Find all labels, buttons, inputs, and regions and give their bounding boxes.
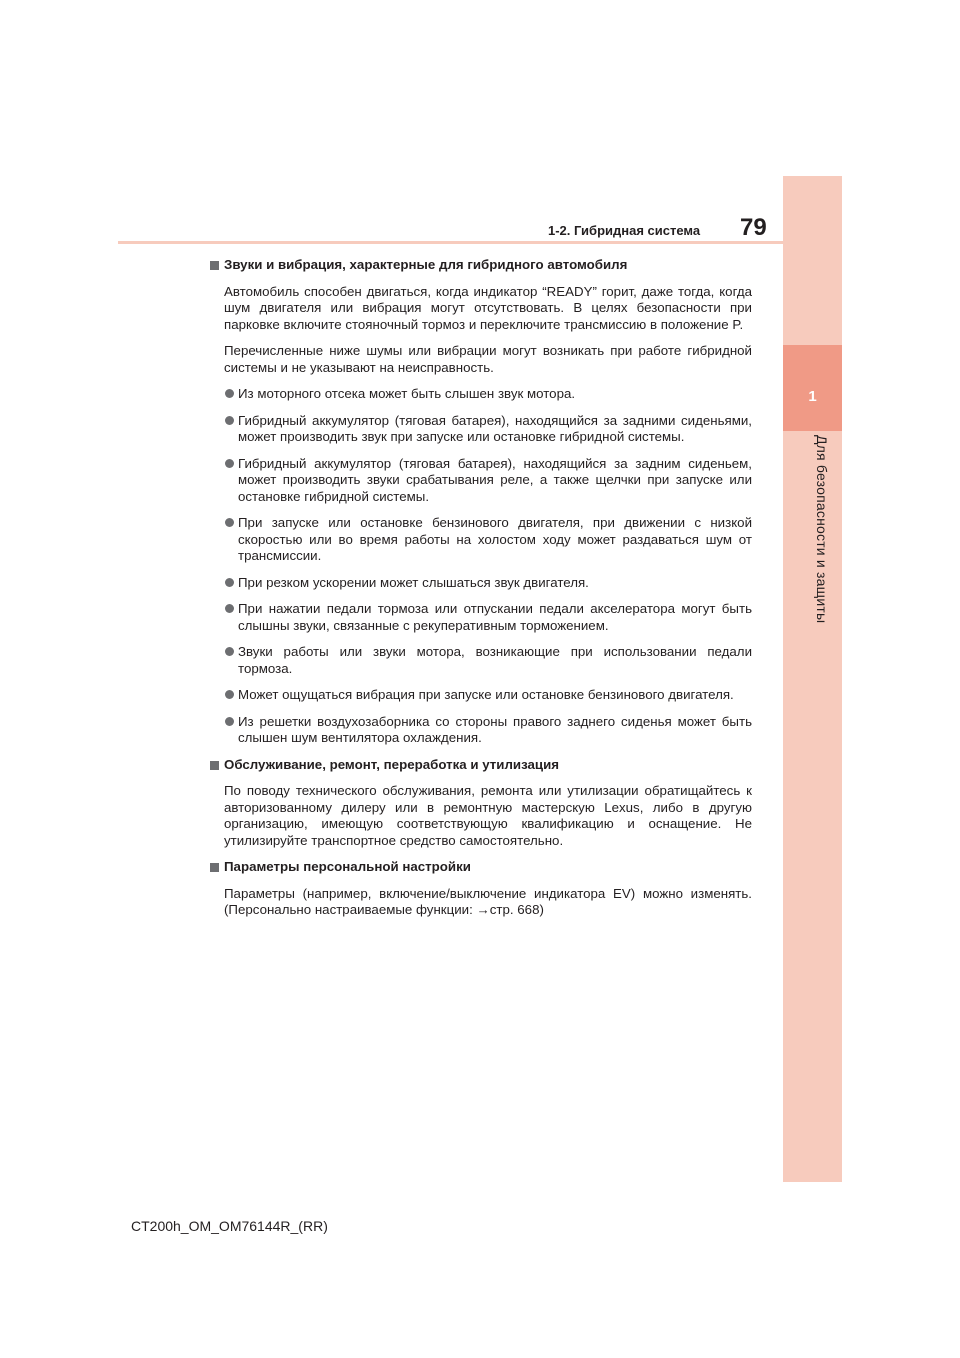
list-item: Гибридный аккумулятор (тяговая батарея), находящийся за задними сиденьями, может производить звук при запуске или остановке гибридной системы.: [210, 413, 752, 446]
list-item: Звуки работы или звуки мотора, возникающие при использовании педали тормоза.: [210, 644, 752, 677]
section-heading: Обслуживание, ремонт, переработка и утилизация: [210, 757, 752, 774]
circle-bullet-icon: [225, 459, 234, 468]
circle-bullet-icon: [225, 416, 234, 425]
circle-bullet-icon: [225, 647, 234, 656]
section-title: 1-2. Гибридная система: [548, 223, 701, 238]
paragraph: По поводу технического обслуживания, ремонта или утилизации обратищайтесь к авторизованному дилеру или в ремонтную мастерскую Lexus, либо в другую организацию, имеющую соответствующую квалификацию и оснащение. Не утилизируйте транспортное средство самостоятельно.: [224, 783, 752, 848]
paragraph: Параметры (например, включение/выключение индикатора EV) можно изменять. (Персонально настраиваемые функции: →стр. 668): [224, 885, 752, 917]
header-divider: [118, 241, 783, 244]
circle-bullet-icon: [225, 518, 234, 527]
section-heading: Параметры персональной настройки: [210, 859, 752, 876]
paragraph: Перечисленные ниже шумы или вибрации могут возникать при работе гибридной системы и не указывают на неисправность.: [224, 343, 752, 375]
square-bullet-icon: [210, 761, 219, 770]
list-item: Из моторного отсека может быть слышен звук мотора.: [210, 386, 752, 403]
chapter-title: Для безопасности и защиты: [814, 435, 830, 624]
list-item: Гибридный аккумулятор (тяговая батарея), находящийся за задним сиденьем, может производить звуки срабатывания реле, а также щелчки при запуске или остановке гибридной системы.: [210, 456, 752, 506]
document-code: CT200h_OM_OM76144R_(RR): [131, 1218, 328, 1234]
list-item: При нажатии педали тормоза или отпускании педали акселератора могут быть слышны звуки, связанные с рекуперативным торможением.: [210, 601, 752, 634]
list-item: Может ощущаться вибрация при запуске или остановке бензинового двигателя.: [210, 687, 752, 704]
paragraph: Автомобиль способен двигаться, когда индикатор “READY” горит, даже тогда, когда шум двигателя или вибрация могут отсутствовать. В целях безопасности при парковке включите стояночный тормоз и переключите трансмиссию в положение P.: [224, 283, 752, 332]
list-item: При запуске или остановке бензинового двигателя, при движении с низкой скоростью или во время работы на холостом ходу может раздаваться шум от трансмиссии.: [210, 515, 752, 565]
circle-bullet-icon: [225, 604, 234, 613]
circle-bullet-icon: [225, 717, 234, 726]
section-heading: Звуки и вибрация, характерные для гибридного автомобиля: [210, 257, 752, 274]
page-content: [210, 257, 752, 929]
page-number: 79: [740, 214, 767, 241]
circle-bullet-icon: [225, 389, 234, 398]
list-item: Из решетки воздухозаборника со стороны правого заднего сиденья может быть слышен шум вентилятора охлаждения.: [210, 714, 752, 747]
square-bullet-icon: [210, 261, 219, 270]
list-item: При резком ускорении может слышаться звук двигателя.: [210, 575, 752, 592]
circle-bullet-icon: [225, 690, 234, 699]
square-bullet-icon: [210, 863, 219, 872]
circle-bullet-icon: [225, 578, 234, 587]
chapter-number: 1: [808, 388, 817, 405]
